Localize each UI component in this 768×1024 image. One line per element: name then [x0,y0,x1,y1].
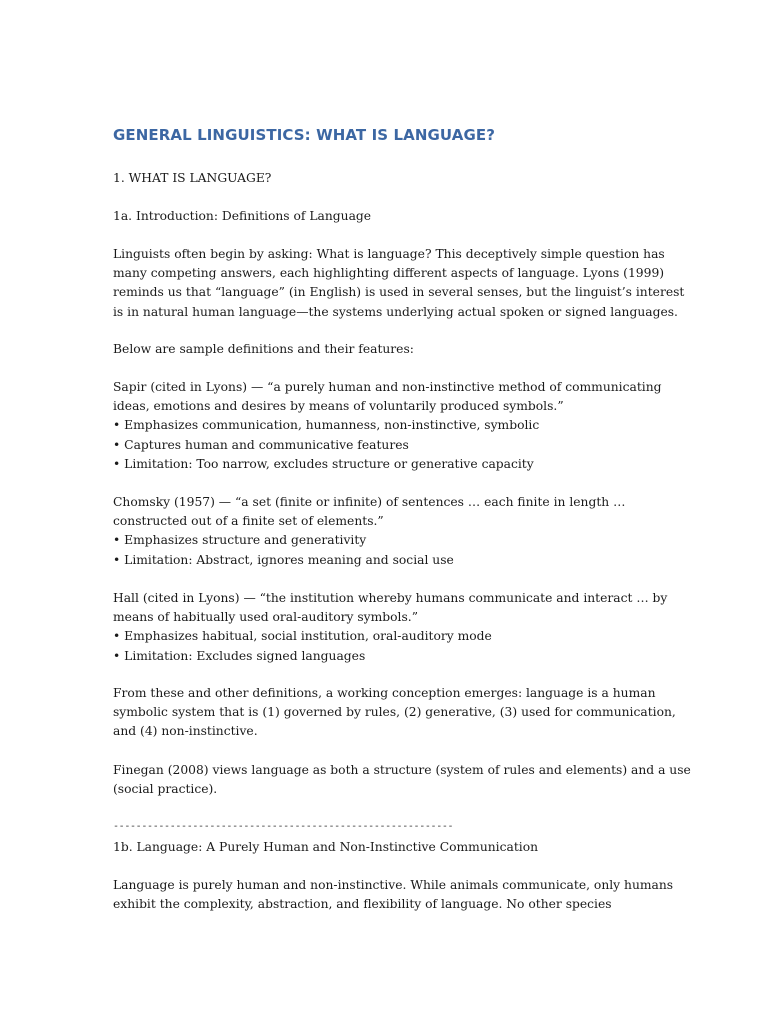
text-line: means of habitually used oral-auditory symbols.” [113,610,418,625]
closing-paragraph [113,876,674,914]
intro-paragraph [113,245,685,322]
bullet-item: • Limitation: Too narrow, excludes structure or generative capacity [113,456,534,471]
document-title: GENERAL LINGUISTICS: WHAT IS LANGUAGE? [113,126,496,144]
section-heading: 1. WHAT IS LANGUAGE? [113,171,272,185]
finegan-paragraph [113,761,691,799]
hall-definition [113,589,668,666]
sample-intro: Below are sample definitions and their features: [113,342,414,356]
bullet-item: • Emphasizes communication, humanness, non-instinctive, symbolic [113,418,540,433]
bullet-item: • Emphasizes habitual, social institution, oral-auditory mode [113,629,492,644]
sapir-definition [113,378,662,474]
text-line: Language is purely human and non-instinctive. While animals communicate, only humans [113,878,674,892]
text-line: (social practice). [113,782,218,797]
text-line: symbolic system that is (1) governed by rules, (2) generative, (3) used for communication, [113,705,676,720]
text-line: is in natural human language—the systems underlying actual spoken or signed languages. [113,304,678,319]
text-line: Chomsky (1957) — “a set (finite or infinite) of sentences … each finite in length … [113,495,626,509]
working-conception-paragraph [113,684,676,742]
bullet-item: • Limitation: Abstract, ignores meaning and social use [113,552,454,567]
subsection-1a-heading: 1a. Introduction: Definitions of Language [113,209,372,223]
text-line: many competing answers, each highlighting different aspects of language. Lyons (1999) [113,266,665,281]
chomsky-definition [113,493,658,570]
text-line: ideas, emotions and desires by means of voluntarily produced symbols.” [113,399,564,414]
text-line: constructed out of a finite set of elements.” [113,514,384,529]
text-line: From these and other definitions, a working conception emerges: language is a human [113,686,656,700]
text-line: reminds us that “language” (in English) is used in several senses, but the linguist’s interest [113,285,685,300]
text-line: Hall (cited in Lyons) — “the institution whereby humans communicate and interact … by [113,591,668,605]
section-separator: ------------------------------------------------------------ [113,821,454,832]
text-line: exhibit the complexity, abstraction, and flexibility of language. No other species [113,897,612,912]
bullet-item: • Limitation: Excludes signed languages [113,648,366,663]
text-line: Finegan (2008) views language as both a structure (system of rules and elements) and a use [113,763,691,777]
subsection-1b-heading: 1b. Language: A Purely Human and Non-Instinctive Communication [113,840,539,854]
text-line: Sapir (cited in Lyons) — “a purely human and non-instinctive method of communicating [113,380,662,394]
text-line: Linguists often begin by asking: What is language? This deceptively simple question has [113,247,665,261]
bullet-item: • Emphasizes structure and generativity [113,533,367,548]
text-line: and (4) non-instinctive. [113,724,258,739]
bullet-item: • Captures human and communicative features [113,437,409,452]
